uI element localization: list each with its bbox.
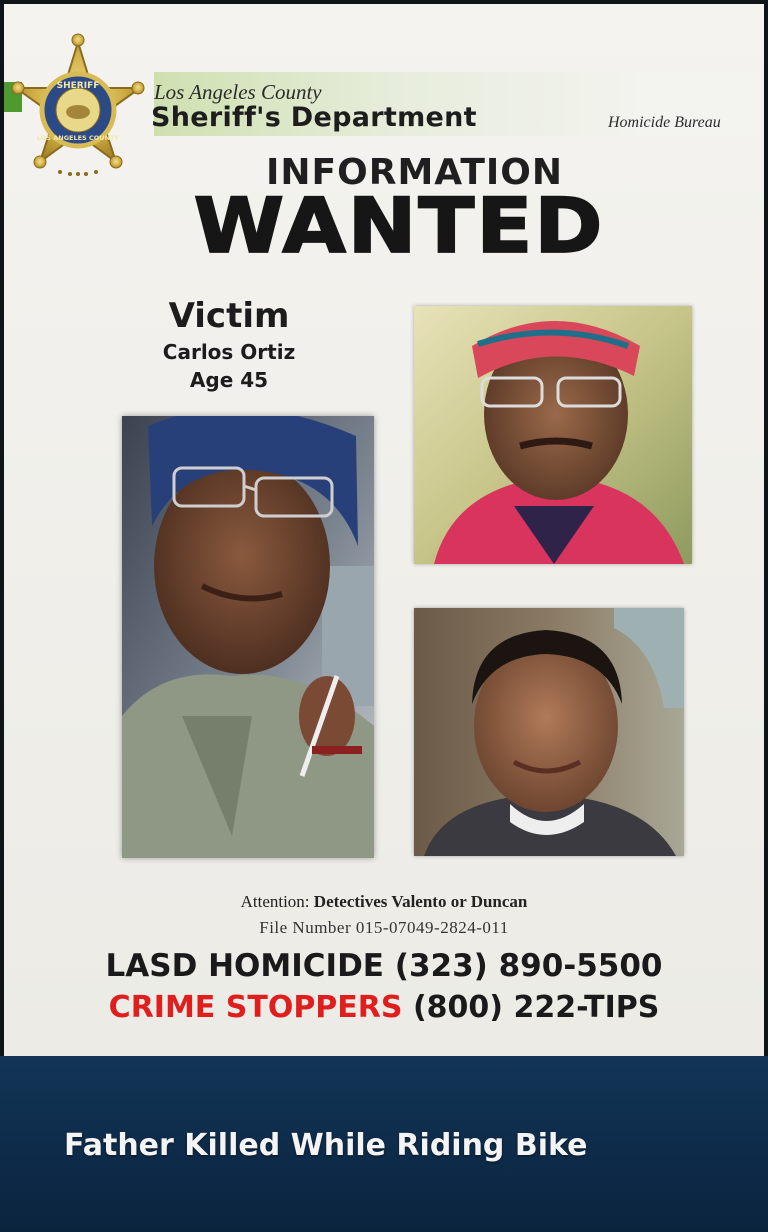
victim-info [124,294,334,394]
wanted-poster [4,4,764,1056]
caption-text: Father Killed While Riding Bike [64,1128,588,1163]
victim-age: Age 45 [189,368,269,392]
county-name: Los Angeles County [154,80,322,104]
crime-stoppers-phone: (800) 222-TIPS [412,990,660,1025]
badge-top-text: SHERIFF [56,81,100,91]
badge-bottom-text: LOS ANGELES COUNTY [36,134,120,142]
wanted-heading: WANTED [193,183,605,271]
attention-line [4,892,764,912]
victim-label: Victim [168,296,290,336]
victim-photo-bottom [414,608,684,856]
crime-stoppers-label: CRIME STOPPERS [108,990,403,1025]
victim-name: Carlos Ortiz [162,340,296,364]
department-name: Sheriff's Department [151,102,477,133]
sheriff-badge-icon [8,26,148,186]
bureau-name: Homicide Bureau [608,114,721,131]
file-number: File Number 015-07049-2824-011 [259,918,509,937]
lasd-homicide-phone: LASD HOMICIDE (323) 890-5500 [105,948,663,984]
victim-photo-top [414,306,692,564]
attention-detectives: Detectives Valento or Duncan [313,892,528,911]
crime-stoppers-line [4,990,764,1025]
victim-photo-main [122,416,374,858]
information-heading: INFORMATION [266,152,564,193]
attention-label: Attention: [240,892,310,911]
